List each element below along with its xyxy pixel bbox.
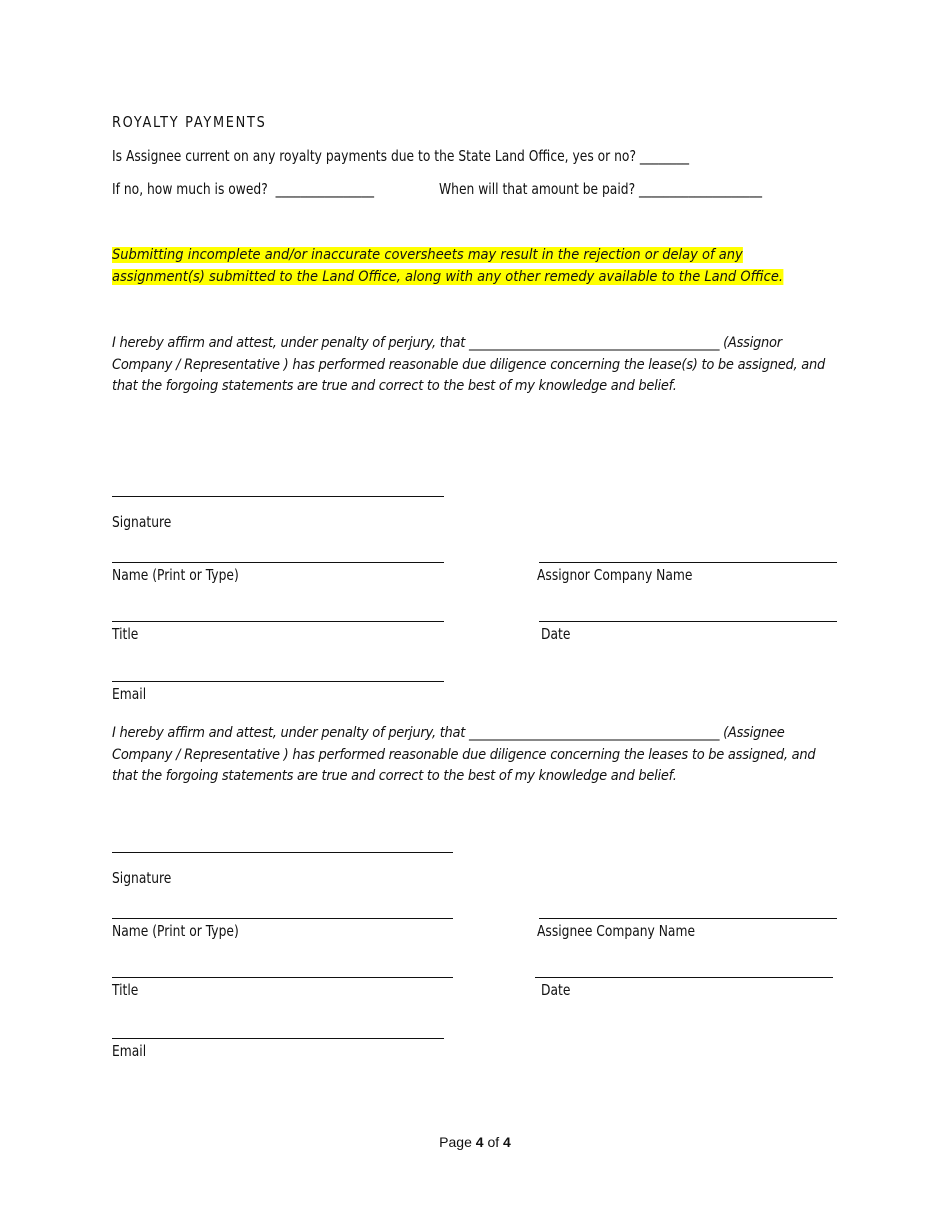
title-label: Title: [112, 981, 139, 999]
date-line[interactable]: [539, 621, 837, 622]
payment-date-question: When will that amount be paid? ____________________: [439, 180, 763, 198]
email-label: Email: [112, 685, 147, 703]
date-line[interactable]: [535, 977, 833, 978]
name-line[interactable]: [112, 918, 453, 919]
signature-line[interactable]: [112, 852, 453, 853]
date-label: Date: [541, 625, 571, 643]
title-label: Title: [112, 625, 139, 643]
title-line[interactable]: [112, 621, 444, 622]
section-heading: ROYALTY PAYMENTS: [112, 113, 267, 131]
email-line[interactable]: [112, 1038, 444, 1039]
company-name-line[interactable]: [539, 562, 837, 563]
current-page-number: 4: [475, 1134, 484, 1150]
assignee-affirmation-text: I hereby affirm and attest, under penalty of perjury, that ________________________________________ (Assignee Company / Representative ) has performed reasonable due diligence concerning the leases to be assigned, and that the forgoing statements are true and correct to the best of my knowledge and belief.: [112, 725, 816, 784]
email-label: Email: [112, 1042, 147, 1060]
name-line[interactable]: [112, 562, 444, 563]
page-footer: [0, 1134, 950, 1150]
name-label: Name (Print or Type): [112, 566, 239, 584]
company-name-label: Assignee Company Name: [537, 922, 696, 940]
total-pages-number: 4: [503, 1134, 511, 1150]
email-line[interactable]: [112, 681, 444, 682]
assignor-affirmation-text: I hereby affirm and attest, under penalty of perjury, that ________________________________________ (Assignor Company / Representative ) has performed reasonable due diligence concerning the lease(s) to be assigned, and that the forgoing statements are true and correct to the best of my knowledge and belief.: [112, 335, 826, 394]
title-line[interactable]: [112, 977, 453, 978]
assignor-affirmation: [112, 333, 834, 398]
signature-line[interactable]: [112, 496, 444, 497]
assignee-affirmation: [112, 723, 834, 788]
warning-text: Submitting incomplete and/or inaccurate coversheets may result in the rejection or delay of any assignment(s) submitted to the Land Office, along with any other remedy available to the Land Office.: [112, 247, 784, 285]
signature-label: Signature: [112, 513, 172, 531]
of-word: of: [487, 1134, 500, 1150]
company-name-line[interactable]: [539, 918, 837, 919]
date-label: Date: [541, 981, 571, 999]
warning-notice: [112, 245, 838, 288]
royalty-current-question: Is Assignee current on any royalty payments due to the State Land Office, yes or no? ________: [112, 147, 690, 165]
company-name-label: Assignor Company Name: [537, 566, 693, 584]
name-label: Name (Print or Type): [112, 922, 239, 940]
page-word: Page: [439, 1134, 472, 1150]
amount-owed-question: If no, how much is owed? ________________: [112, 180, 374, 198]
signature-label: Signature: [112, 869, 172, 887]
